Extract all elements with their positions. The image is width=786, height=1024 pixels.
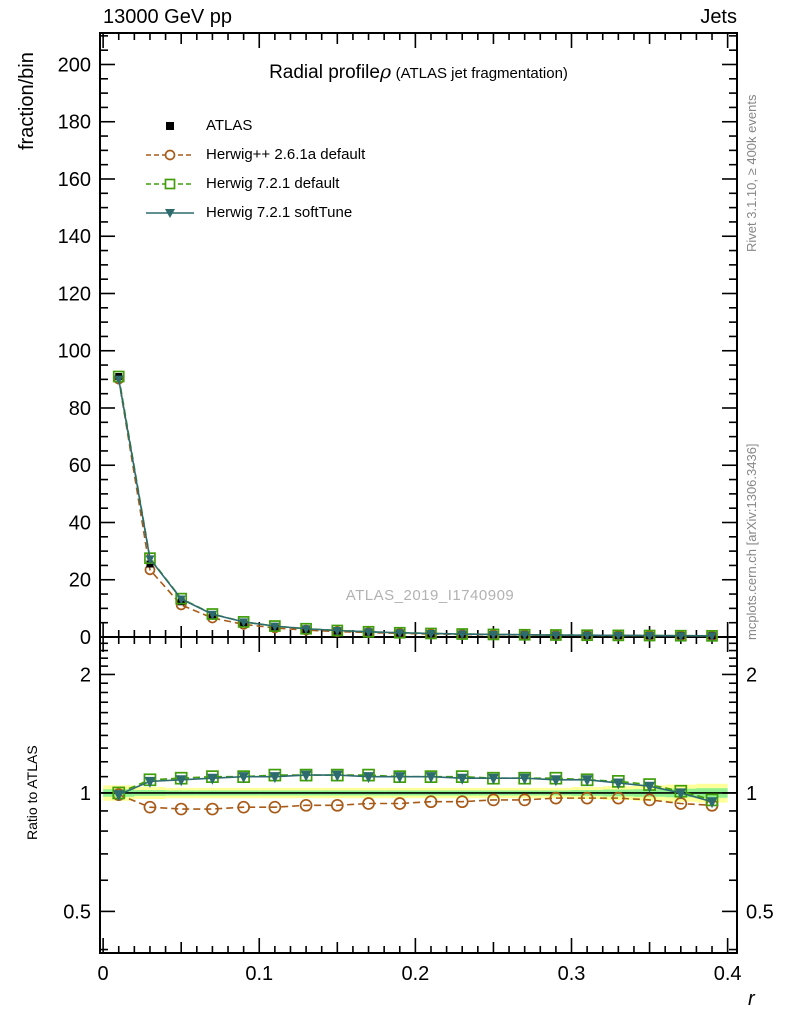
mcplots-reference-note: mcplots.cern.ch [arXiv:1306.3436] <box>744 443 759 640</box>
svg-text:0.3: 0.3 <box>557 963 586 985</box>
legend-label: Herwig 7.2.1 default <box>206 175 340 192</box>
x-axis-label: r <box>748 988 755 1010</box>
herwig7-default-marker-icon <box>146 176 194 192</box>
svg-text:160: 160 <box>57 168 91 191</box>
y-axis-label-main: fraction/bin <box>16 52 38 150</box>
svg-text:2: 2 <box>79 664 91 687</box>
analysis-id-watermark: ATLAS_2019_I1740909 <box>345 587 515 604</box>
plot-title-text: Radial profile <box>269 62 380 83</box>
svg-text:40: 40 <box>68 512 91 535</box>
y-axis-label-ratio: Ratio to ATLAS <box>24 745 40 840</box>
svg-text:60: 60 <box>68 455 91 478</box>
legend-item-atlas <box>146 111 365 140</box>
svg-text:0: 0 <box>97 963 109 985</box>
legend-label: Herwig 7.2.1 softTune <box>206 204 353 221</box>
herwig7-softtune-marker-icon <box>146 205 194 221</box>
legend-label: Herwig++ 2.6.1a default <box>206 146 366 163</box>
svg-text:140: 140 <box>57 226 91 249</box>
svg-text:180: 180 <box>57 111 91 134</box>
legend-item-herwig7-default <box>146 169 365 198</box>
svg-text:100: 100 <box>57 340 91 363</box>
svg-text:0: 0 <box>79 627 91 649</box>
legend-item-herwig7-softtune <box>146 198 365 227</box>
svg-text:1: 1 <box>79 782 91 805</box>
atlas-marker-icon <box>146 118 194 134</box>
svg-text:0.2: 0.2 <box>401 963 430 985</box>
svg-text:0.5: 0.5 <box>746 901 774 924</box>
svg-text:0.4: 0.4 <box>713 963 742 985</box>
svg-text:120: 120 <box>57 283 91 306</box>
svg-text:2: 2 <box>746 664 758 687</box>
legend-label: ATLAS <box>206 117 253 134</box>
herwigpp-marker-icon <box>146 147 194 163</box>
analysis-group-label: Jets <box>700 6 737 28</box>
svg-text:0.5: 0.5 <box>63 901 91 924</box>
beam-energy-label: 13000 GeV pp <box>103 6 232 28</box>
svg-text:200: 200 <box>57 54 91 77</box>
legend-item-herwigpp-default <box>146 140 365 169</box>
rivet-version-note: Rivet 3.1.10, ≥ 400k events <box>744 94 759 252</box>
plot-title <box>100 61 737 84</box>
svg-text:80: 80 <box>68 397 91 420</box>
legend <box>146 111 365 227</box>
svg-text:1: 1 <box>746 782 758 805</box>
svg-text:0.1: 0.1 <box>245 963 274 985</box>
rho-symbol: ρ <box>379 61 392 83</box>
plot-title-paren: (ATLAS jet fragmentation) <box>395 65 568 82</box>
svg-text:20: 20 <box>68 569 91 592</box>
